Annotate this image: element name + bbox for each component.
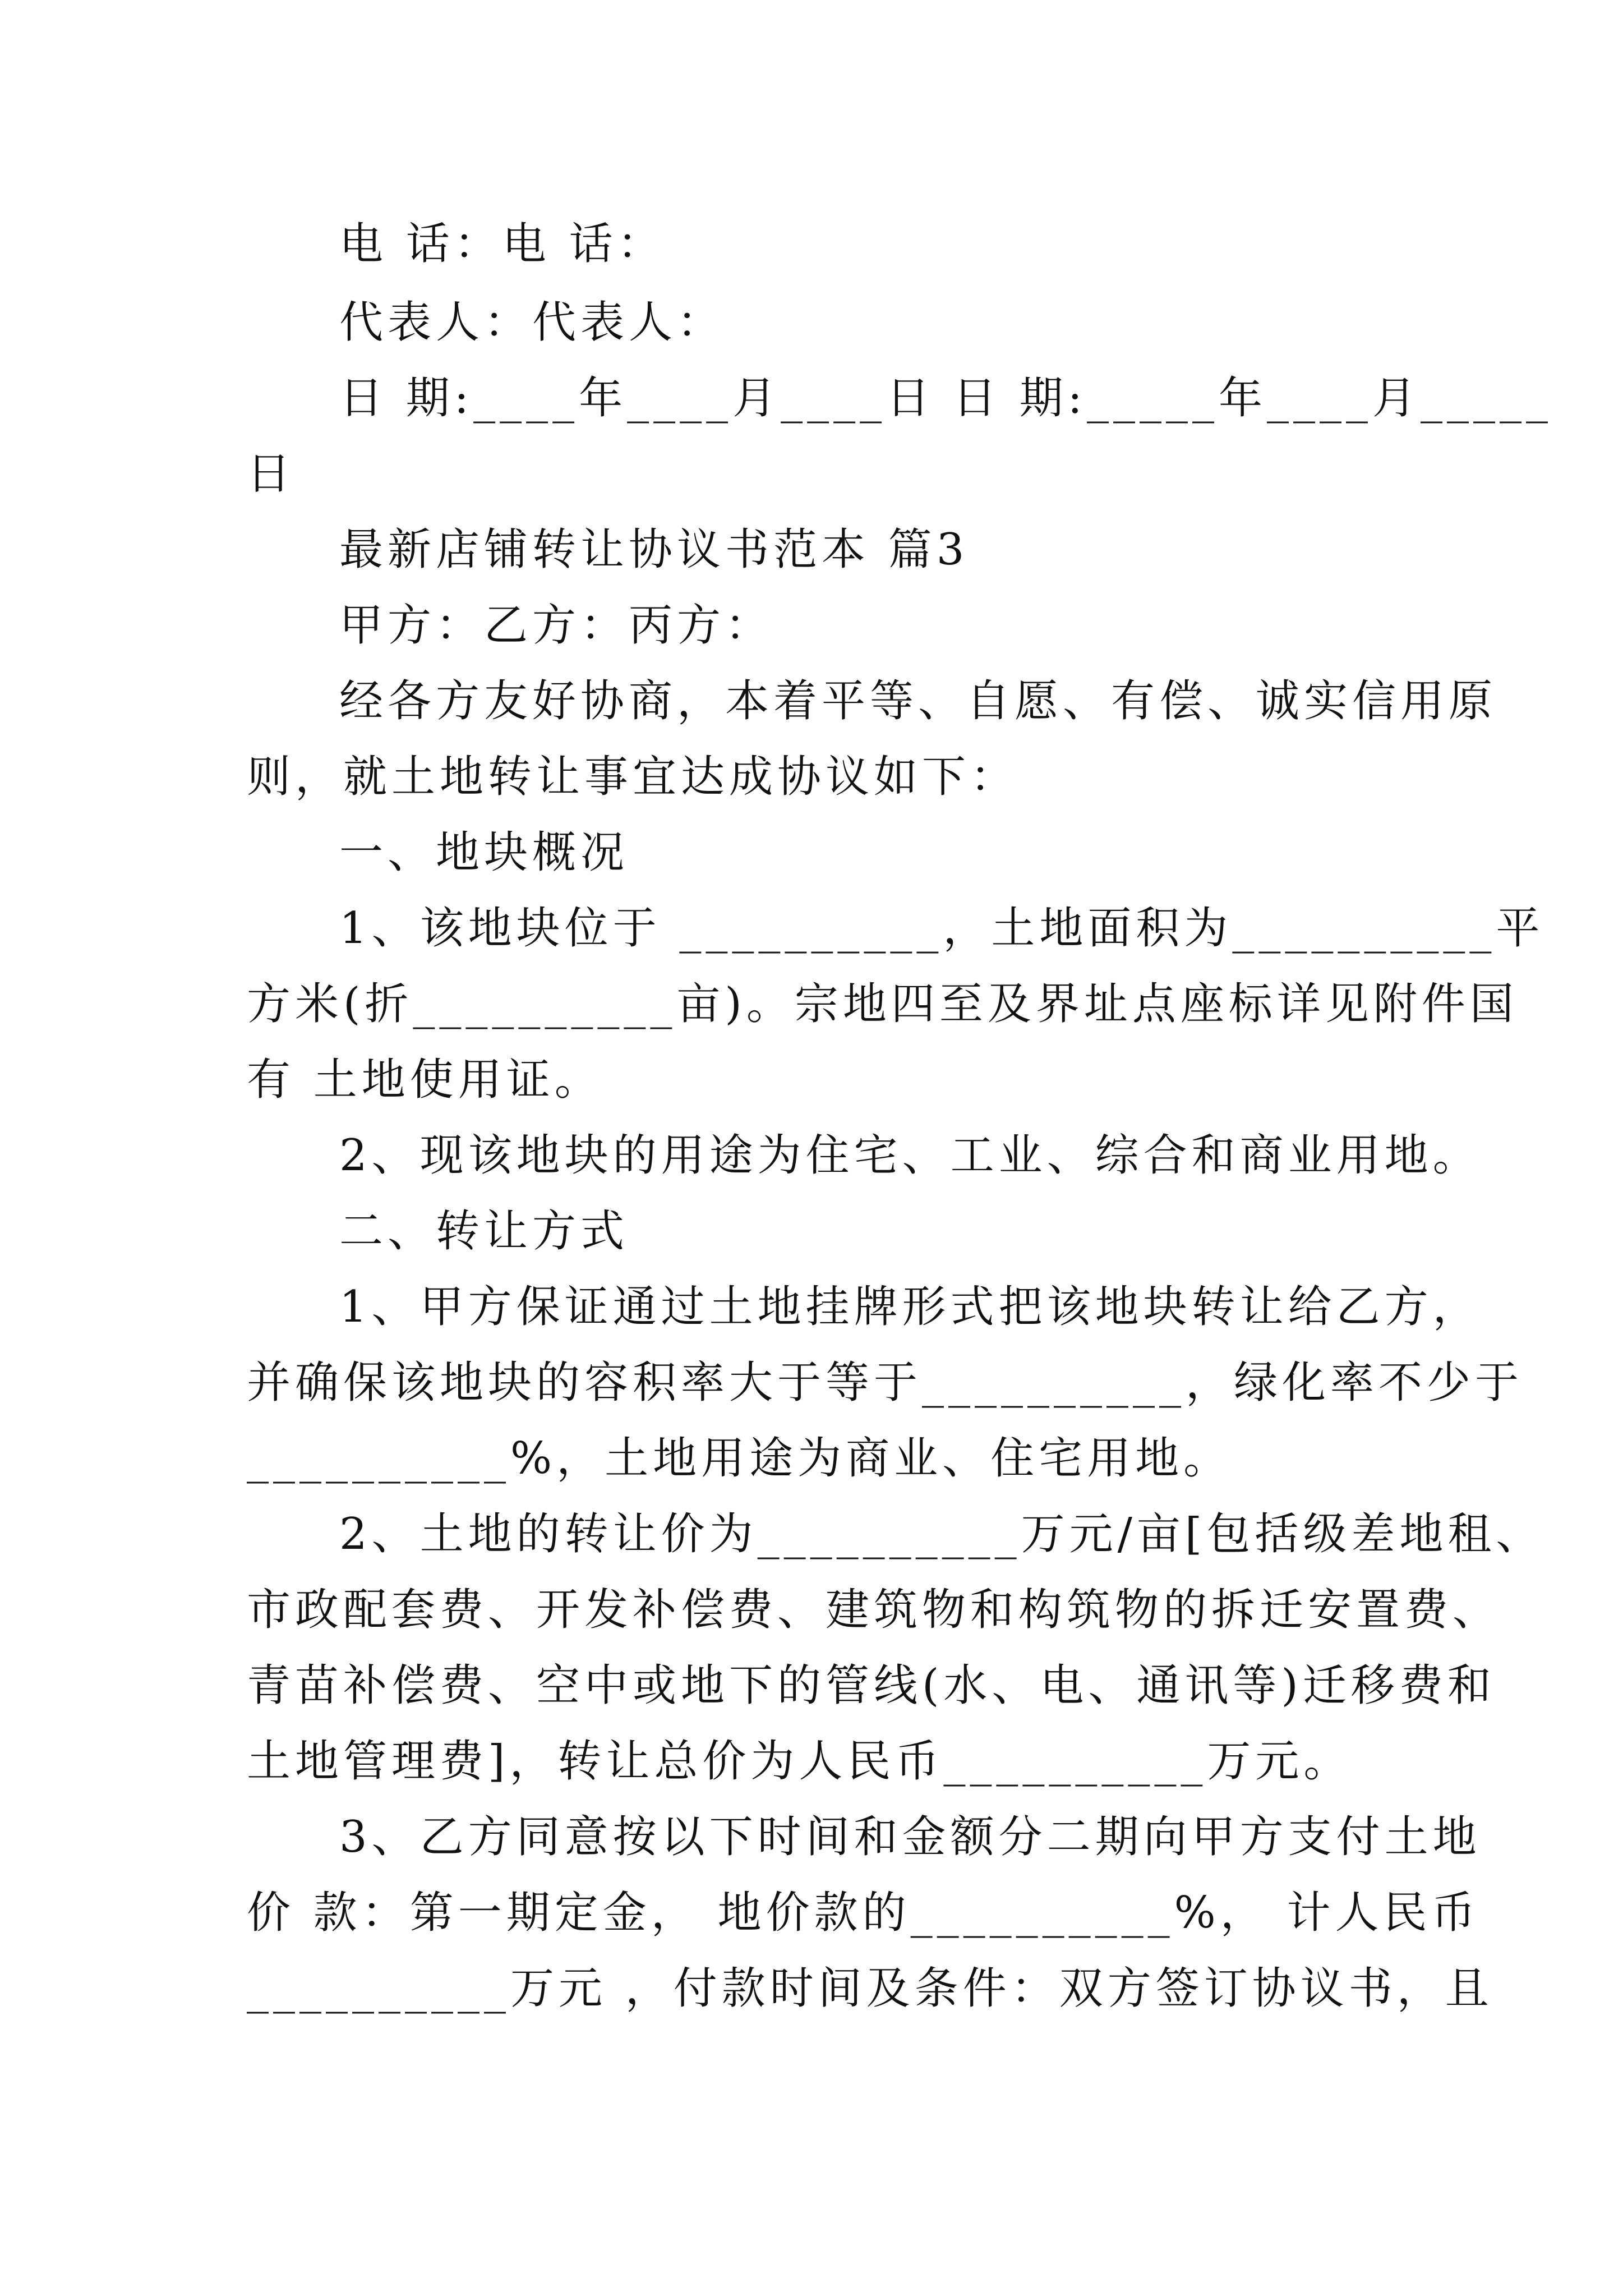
- date-line-continued: 日: [247, 449, 296, 499]
- paragraph-line: 3、乙方同意按以下时间和金额分二期向甲方支付土地: [339, 1812, 1481, 1862]
- paragraph-line: __________%，土地用途为商业、住宅用地。: [247, 1433, 1232, 1484]
- paragraph-line: __________万元 ，付款时间及条件：双方签订协议书，且: [247, 1963, 1493, 2014]
- paragraph-line: 经各方友好协商，本着平等、自愿、有偿、诚实信用原: [339, 676, 1497, 726]
- paragraph-line: 价 款：第一期定金， 地价款的__________%， 计人民币: [247, 1888, 1480, 1938]
- paragraph-line: 方米(折__________亩)。宗地四至及界址点座标详见附件国: [247, 979, 1518, 1029]
- section-title: 最新店铺转让协议书范本 篇3: [339, 524, 969, 575]
- paragraph-line: 1、该地块位于 __________，土地面积为__________平: [339, 903, 1544, 954]
- paragraph-line: 市政配套费、开发补偿费、建筑物和构筑物的拆迁安置费、: [247, 1585, 1501, 1635]
- parties-line: 甲方：乙方：丙方：: [339, 600, 774, 651]
- clause-heading: 二、转让方式: [339, 1206, 629, 1257]
- paragraph-line: 2、土地的转让价为__________万元/亩[包括级差地租、: [339, 1509, 1544, 1559]
- paragraph-line: 土地管理费]，转让总价为人民币__________万元。: [247, 1736, 1352, 1787]
- representative-line: 代表人：代表人：: [339, 297, 726, 348]
- paragraph-line: 1、甲方保证通过土地挂牌形式把该地块转让给乙方，: [339, 1282, 1481, 1332]
- paragraph-line: 2、现该地块的用途为住宅、工业、综合和商业用地。: [339, 1130, 1481, 1181]
- paragraph-line: 青苗补偿费、空中或地下的管线(水、电、通讯等)迁移费和: [247, 1660, 1496, 1711]
- paragraph-line: 并确保该地块的容积率大于等于__________，绿化率不少于: [247, 1358, 1524, 1408]
- paragraph-line: 有 土地使用证。: [247, 1055, 603, 1105]
- phone-line: 电 话：电 话：: [339, 219, 666, 269]
- paragraph-line: 则，就土地转让事宜达成协议如下：: [247, 752, 1019, 802]
- date-line: 日 期:____年____月____日 日 期:_____年____月_____: [339, 373, 1552, 424]
- clause-heading: 一、地块概况: [339, 827, 629, 878]
